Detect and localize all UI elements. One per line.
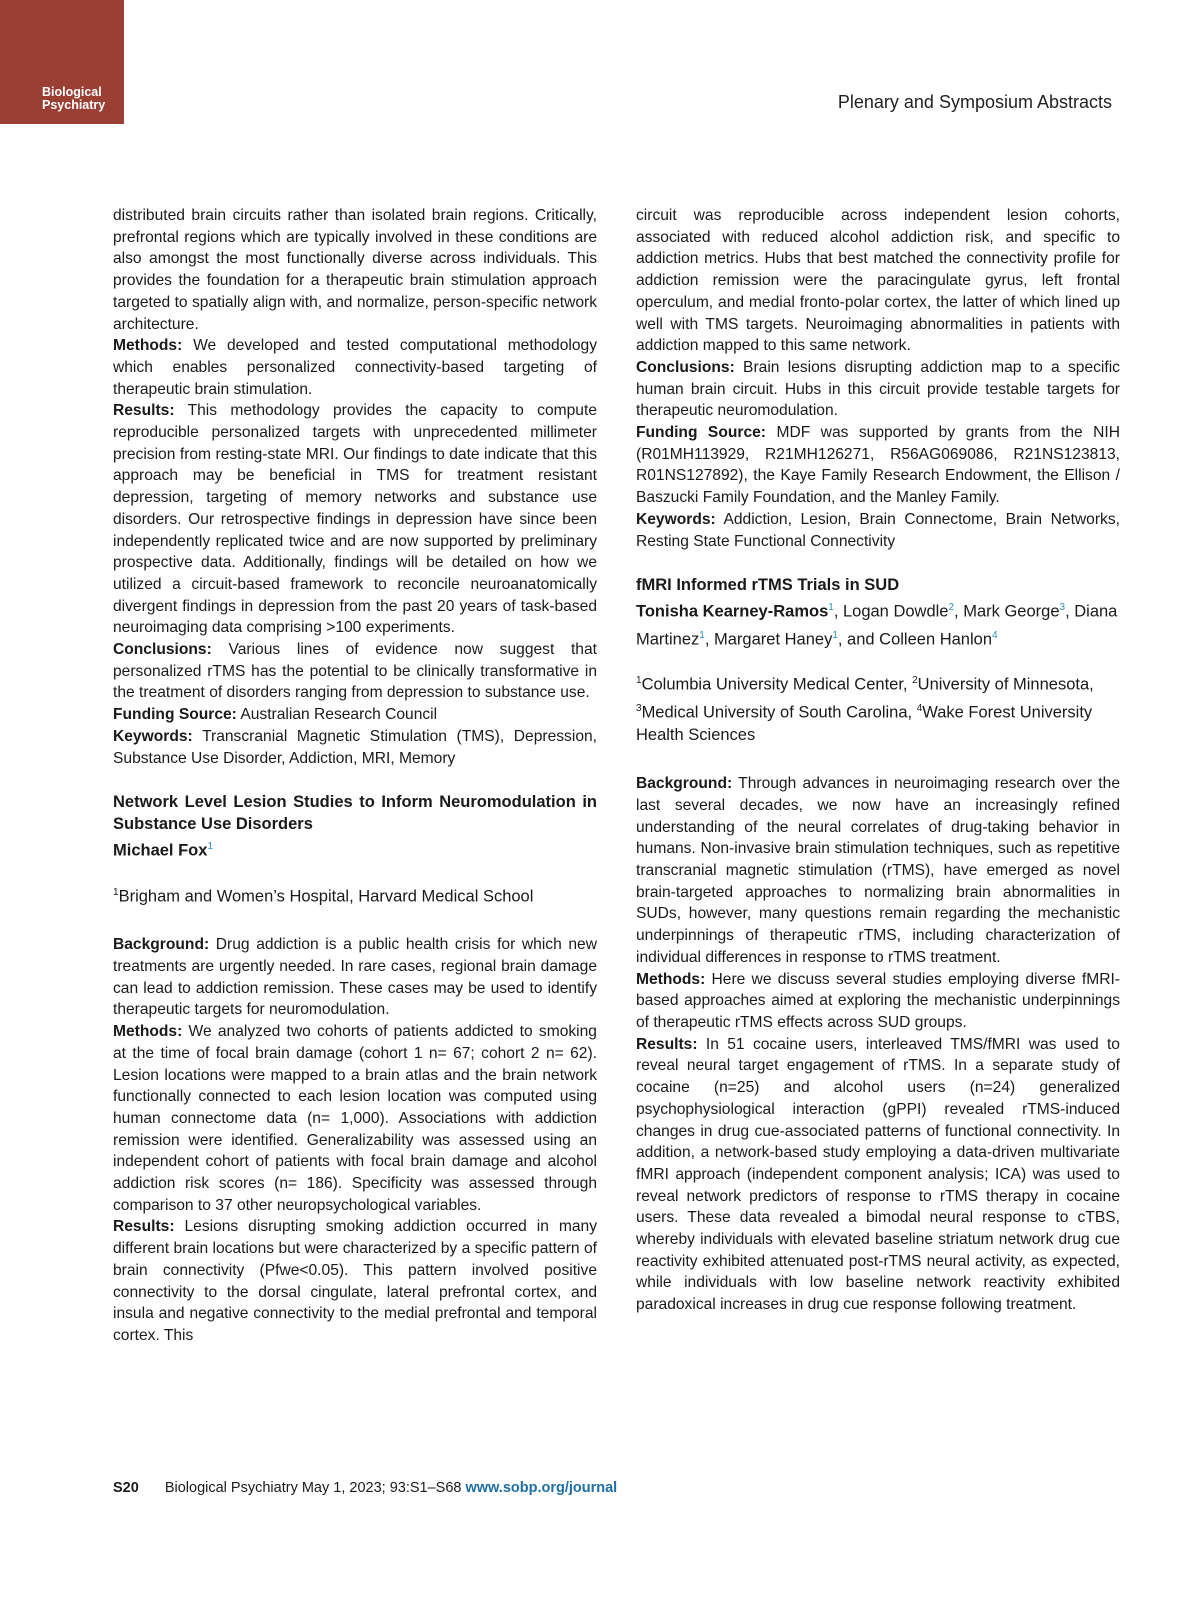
conclusions-label: Conclusions: (636, 358, 735, 376)
background-label: Background: (636, 775, 733, 793)
methods-text: Here we discuss several studies employing diverse fMRI-based approaches aimed at exploring the mechanistic underpinnings of therapeutic rTMS effects across SUD groups. (636, 970, 1120, 1031)
results-text: Lesions disrupting smoking addiction occurred in many different brain locations but were characterized by a specific pattern of brain connectivity (Pfwe<0.05). This pattern involved positive connectivity to the dorsal cingulate, lateral prefrontal cortex, and insula and negative connectivity to the medial prefrontal and temporal cortex. This (113, 1218, 597, 1344)
keywords-text: Transcranial Magnetic Stimulation (TMS), Depression, Substance Use Disorder, Addiction, MRI, Memory (113, 727, 597, 767)
results-paragraph (113, 400, 597, 639)
author-sup: 1 (832, 629, 838, 641)
continuation-text: circuit was reproducible across independent lesion cohorts, associated with reduced alcohol addiction risk, and specific to addiction metrics. Hubs that best matched the connectivity profile for addiction remission were the paracingulate gyrus, left frontal operculum, and medial fronto-polar cortex, the latter of which lined up well with TMS targets. Neuroimaging abnormalities in patients with addiction mapped to this same network. (636, 207, 1120, 355)
journal-link[interactable]: www.sobp.org/journal (465, 1480, 618, 1496)
methods-label: Methods: (636, 970, 706, 988)
affiliation-sup: 1 (113, 886, 119, 898)
conclusions-paragraph (113, 639, 597, 704)
page-footer (113, 1480, 617, 1496)
background-text: Drug addiction is a public health crisis for which new treatments are urgently needed. In rare cases, regional brain damage can lead to addiction remission. These cases may be used to identify therapeutic targets for neuromodulation. (113, 936, 597, 1019)
page-number: S20 (113, 1480, 139, 1496)
methods-text: We analyzed two cohorts of patients addicted to smoking at the time of focal brain damage (cohort 1 n= 67; cohort 2 n= 62). Lesion locations were mapped to a brain atlas and the brain network functionally connected to each lesion location was computed using human connectome data (n= 1,000). Associations with addiction remission were identified. Generalizability was assessed using an independent cohort of patients with focal brain damage and alcohol addiction risk scores (n= 186). Specificity was assessed through comparison to 37 other neuropsychological variables. (113, 1023, 597, 1214)
funding-paragraph (113, 704, 597, 726)
affiliation (113, 881, 597, 909)
author-sup: 1 (207, 841, 214, 853)
affiliation-sup: 1 (636, 675, 642, 687)
journal-tab-line2: Psychiatry (42, 98, 106, 112)
author-sup: 2 (948, 602, 955, 614)
author-line (113, 835, 597, 863)
keywords-label: Keywords: (113, 727, 193, 745)
conclusions-text: Brain lesions disrupting addiction map to a specific human brain circuit. Hubs in this circuit provide testable targets for therapeutic neuromodulation. (636, 358, 1120, 420)
results-text: This methodology provides the capacity to compute reproducible personalized targets with unprecedented millimeter precision from resting-state MRI. Our findings to date indicate that this approach may be beneficial in TMS for treatment resistant depression, targeting of memory networks and substance use disorders. Our retrospective findings in depression have since been independently replicated twice and are now supported by preliminary prospective data. Additionally, findings will be detailed on how we utilized a circuit-based framework to reconcile neuroanatomically divergent findings in depression from the past 20 years of task-based neuroimaging data comprising >100 experiments. (113, 402, 597, 637)
keywords-text: Addiction, Lesion, Brain Connectome, Brain Networks, Resting State Functional Connectivity (636, 510, 1120, 550)
affiliation-text: Brigham and Women’s Hospital, Harvard Medical School (118, 887, 534, 906)
background-label: Background: (113, 936, 210, 954)
methods-paragraph (113, 335, 597, 400)
methods-paragraph (113, 1021, 597, 1216)
keywords-label: Keywords: (636, 510, 716, 528)
methods-paragraph (636, 969, 1120, 1034)
results-label: Results: (113, 1218, 175, 1236)
background-text: Through advances in neuroimaging research over the last several decades, we now have an increasingly refined understanding of the neural correlates of drug-taking behavior in humans. Non-invasive brain stimulation techniques, such as repetitive transcranial magnetic stimulation (rTMS), have emerged as novel brain-targeted approaches to normalizing brain abnormalities in SUDs, however, many questions remain regarding the mechanistic underpinnings of therapeutic rTMS, including characterization of individual differences in response to rTMS treatment. (636, 775, 1120, 966)
funding-text: MDF was supported by grants from the NIH (R01MH113929, R21MH126271, R56AG069086, R21NS123813, R01NS127892), the Kaye Family Research Endowment, the Ellison / Baszucki Family Foundation, and the Manley Family. (636, 424, 1120, 507)
citation: Biological Psychiatry May 1, 2023; 93:S1–S68 (164, 1480, 462, 1496)
keywords-paragraph (636, 509, 1120, 552)
methods-label: Methods: (113, 1023, 183, 1041)
affiliation-text: Columbia University Medical Center, (641, 675, 913, 694)
author-name: , Margaret Haney (704, 630, 833, 649)
continuation-text: distributed brain circuits rather than isolated brain regions. Critically, prefrontal regions which are typically involved in these conditions are also amongst the most functionally diverse across individuals. This provides the foundation for a therapeutic brain stimulation approach targeted to spatially align with, and normalize, person-specific network architecture. (113, 207, 597, 333)
right-column (636, 205, 1120, 1316)
results-label: Results: (636, 1035, 698, 1053)
author-sup: 1 (699, 629, 705, 641)
results-paragraph (636, 1034, 1120, 1316)
affiliation-text: Wake Forest University Health Sciences (636, 703, 1093, 745)
author-name: , Mark George (954, 602, 1060, 621)
author-sup: 3 (1059, 602, 1066, 614)
author-name: , and Colleen Hanlon (837, 630, 992, 649)
funding-paragraph (636, 422, 1120, 509)
section-heading: Plenary and Symposium Abstracts (837, 92, 1112, 112)
left-column (113, 205, 597, 1347)
author-sup: 1 (828, 602, 834, 614)
conclusions-paragraph (636, 357, 1120, 422)
author-sup: 4 (992, 629, 998, 641)
author-line (636, 596, 1120, 651)
author-name: , Logan Dowdle (833, 602, 949, 621)
keywords-paragraph (113, 726, 597, 769)
background-paragraph (636, 773, 1120, 968)
author-name: Tonisha Kearney-Ramos (636, 602, 829, 621)
results-paragraph (113, 1216, 597, 1346)
funding-label: Funding Source: (113, 706, 237, 724)
affiliation (636, 669, 1120, 747)
abstract-title: Network Level Lesion Studies to Inform Neuromodulation in Substance Use Disorders (113, 793, 597, 834)
journal-tab (0, 0, 124, 124)
methods-label: Methods: (113, 337, 183, 355)
journal-tab-line1: Biological (42, 85, 102, 99)
affiliation-sup: 2 (912, 675, 918, 687)
author-name: Michael Fox (113, 841, 208, 860)
abstract-title: fMRI Informed rTMS Trials in SUD (636, 576, 900, 595)
affiliation-text: University of Minnesota, (917, 675, 1094, 694)
affiliation-text: Medical University of South Carolina, (641, 703, 917, 722)
methods-text: We developed and tested computational methodology which enables personalized connectivity-based targeting of therapeutic brain stimulation. (113, 337, 597, 398)
conclusions-label: Conclusions: (113, 641, 212, 659)
author-name: , Diana Martinez (636, 602, 1118, 649)
affiliation-sup: 3 (636, 702, 642, 714)
funding-text: Australian Research Council (240, 706, 438, 724)
conclusions-text: Various lines of evidence now suggest that personalized rTMS has the potential to be clinically transformative in the treatment of disorders ranging from depression to substance use. (113, 641, 597, 702)
results-label: Results: (113, 402, 175, 420)
background-paragraph (113, 934, 597, 1021)
funding-label: Funding Source: (636, 424, 766, 442)
results-text: In 51 cocaine users, interleaved TMS/fMRI was used to reveal neural target engagement of rTMS. In a separate study of cocaine (n=25) and alcohol users (n=24) generalized psychophysiological interaction (gPPI) revealed rTMS-induced changes in drug cue-associated patterns of functional connectivity. In addition, a network-based study employing a data-driven multivariate fMRI approach (independent component analysis; ICA) was used to reveal network predictors of response to rTMS therapy in cocaine users. These data revealed a bimodal neural response to cTBS, whereby individuals with elevated baseline striatum network drug cue reactivity exhibited attenuated post-rTMS neural activity, as expected, while individuals with low baseline network reactivity exhibited paradoxical increases in drug cue response following treatment. (636, 1035, 1120, 1314)
affiliation-sup: 4 (916, 702, 923, 714)
